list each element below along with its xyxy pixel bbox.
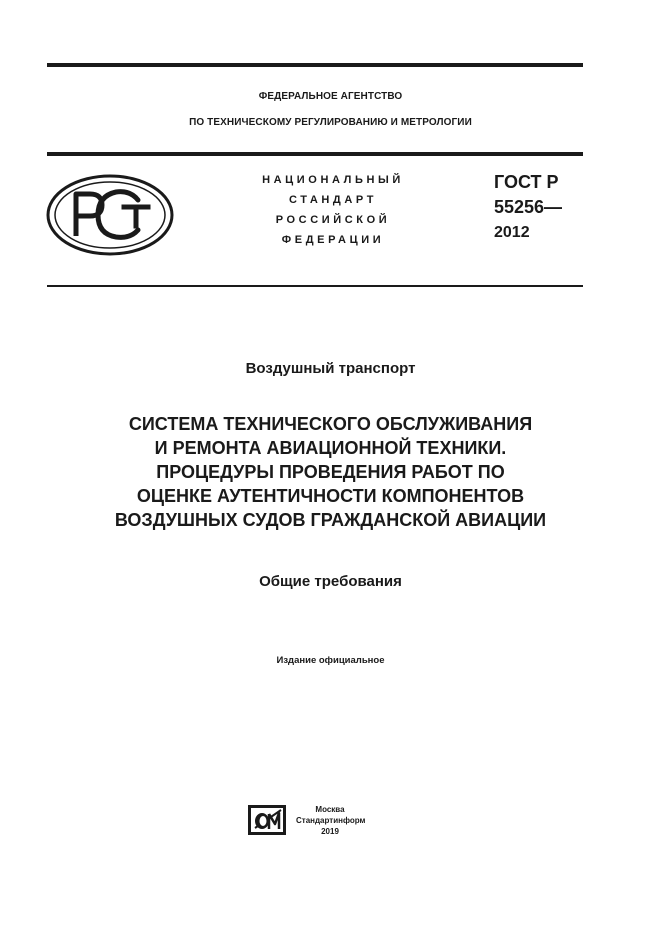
title-line: И РЕМОНТА АВИАЦИОННОЙ ТЕХНИКИ.: [154, 438, 507, 458]
gost-prefix: ГОСТ Р: [494, 172, 559, 192]
publisher-imprint: [296, 804, 364, 837]
lower-rule: [47, 285, 583, 287]
standard-word: ФЕДЕРАЦИИ: [281, 234, 385, 246]
imprint-year: 2019: [321, 827, 339, 836]
rst-emblem-icon: [46, 174, 174, 256]
standartinform-logo-icon: [245, 802, 289, 838]
title-line: ПРОЦЕДУРЫ ПРОВЕДЕНИЯ РАБОТ ПО: [156, 462, 505, 482]
top-rule: [47, 63, 583, 67]
imprint-publisher: Стандартинформ: [296, 816, 366, 825]
title-line: ВОЗДУШНЫХ СУДОВ ГРАЖДАНСКОЙ АВИАЦИИ: [114, 510, 547, 530]
standard-word: НАЦИОНАЛЬНЫЙ: [262, 174, 404, 186]
standard-word: СТАНДАРТ: [288, 194, 378, 206]
imprint-city: Москва: [315, 805, 345, 814]
title-line: СИСТЕМА ТЕХНИЧЕСКОГО ОБСЛУЖИВАНИЯ: [128, 414, 533, 434]
national-standard-label: [232, 170, 434, 250]
gost-year: 2012: [494, 224, 530, 241]
document-title: [0, 412, 661, 532]
edition-note: Издание официальное: [276, 655, 385, 666]
title-line: ОЦЕНКЕ АУТЕНТИЧНОСТИ КОМПОНЕНТОВ: [136, 486, 525, 506]
document-subject: Воздушный транспорт: [245, 360, 416, 377]
gost-number: 55256—: [494, 197, 563, 217]
document-subtitle: Общие требования: [259, 573, 402, 590]
gost-designation: [494, 170, 562, 245]
agency-name-line-1: ФЕДЕРАЛЬНОЕ АГЕНТСТВО: [258, 91, 403, 102]
middle-rule: [47, 152, 583, 156]
standard-word: РОССИЙСКОЙ: [275, 214, 391, 226]
agency-name-line-2: ПО ТЕХНИЧЕСКОМУ РЕГУЛИРОВАНИЮ И МЕТРОЛОГИИ: [189, 117, 472, 128]
